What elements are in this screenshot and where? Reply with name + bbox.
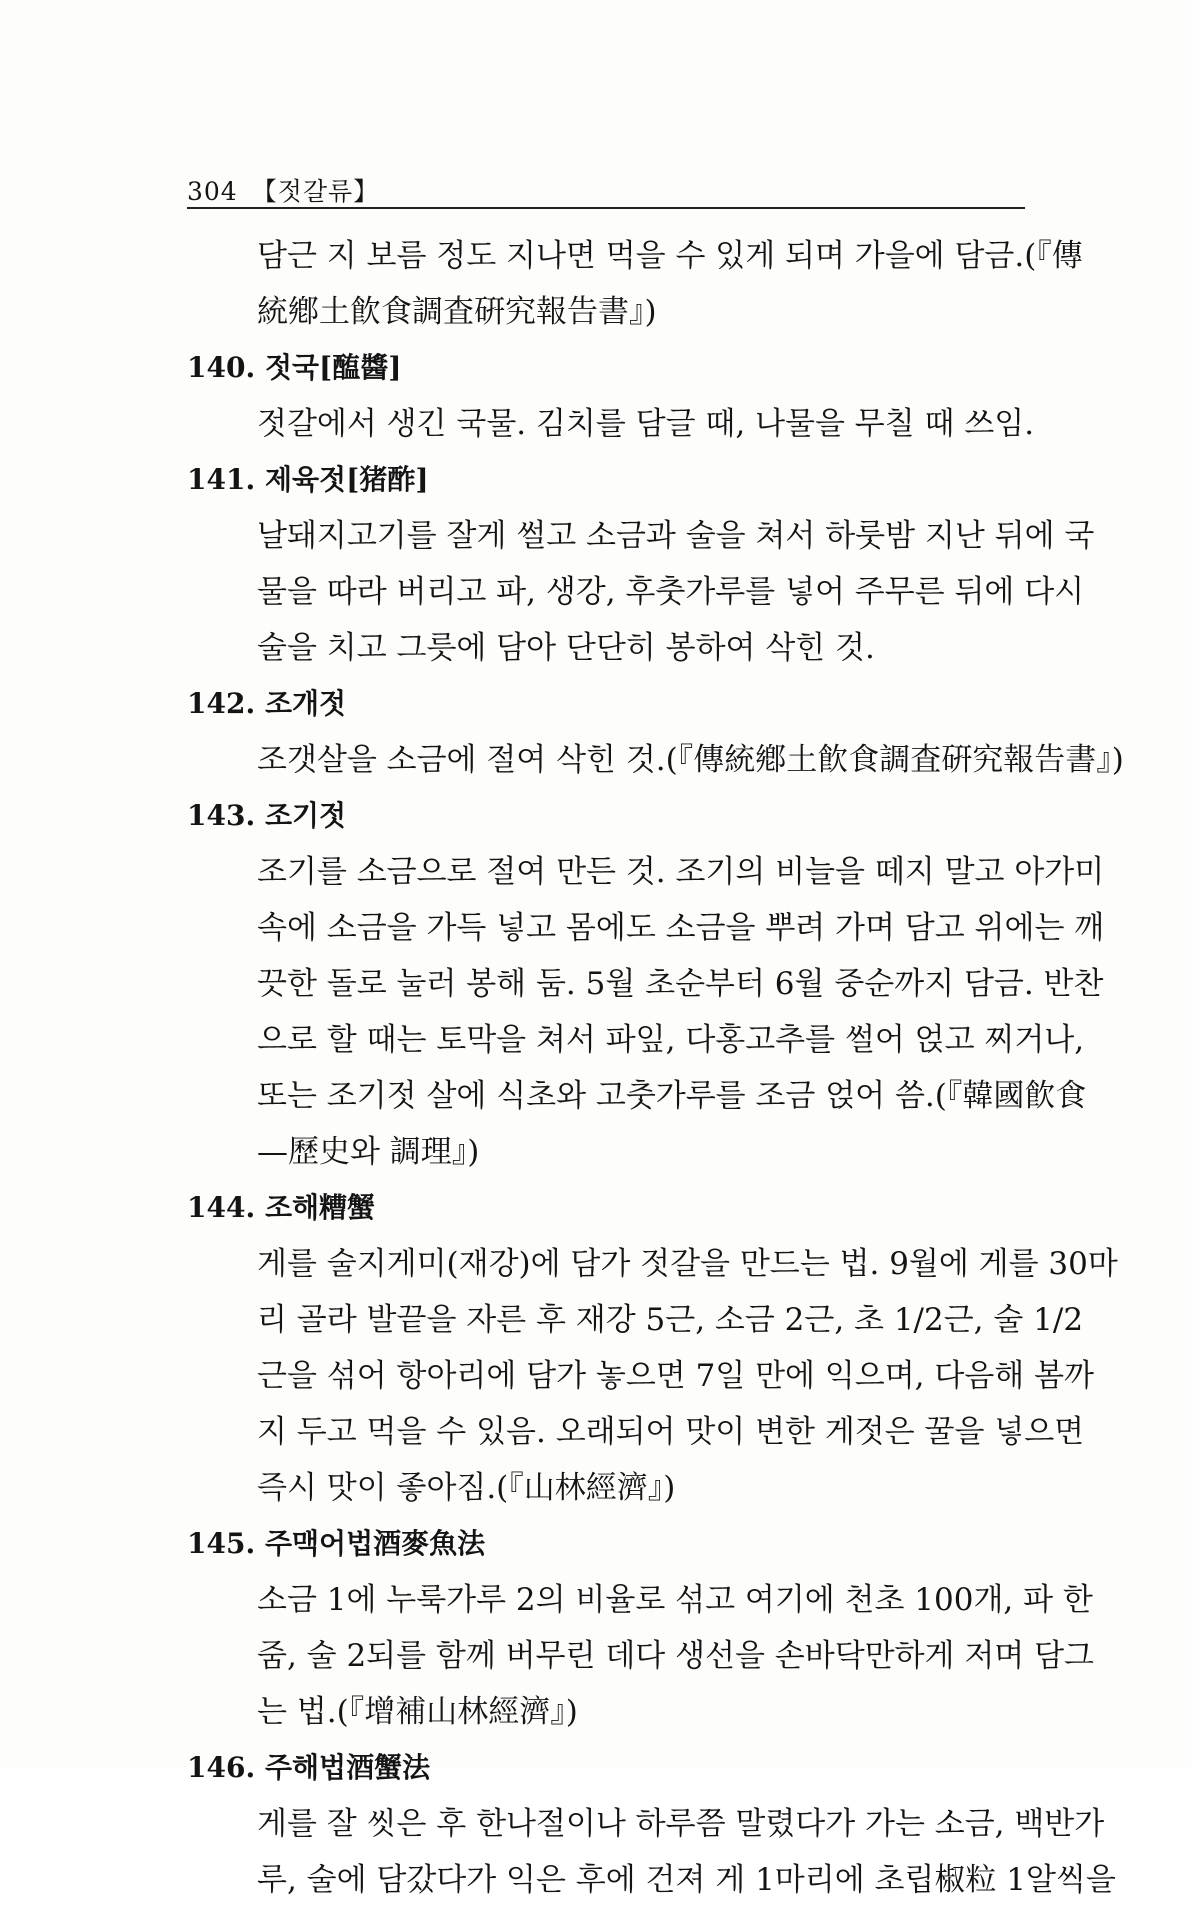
body-text-line: 담근 지 보름 정도 지나면 먹을 수 있게 되며 가을에 담금.(『傳 <box>257 238 1083 274</box>
page-number: 304 <box>187 177 238 206</box>
body-text-line: 루, 술에 담갔다가 익은 후에 건져 게 1마리에 초립椒粒 1알씩을 <box>257 1862 1116 1898</box>
body-text-line: —歷史와 調理』) <box>257 1134 480 1170</box>
body-text-line: 는 법.(『增補山林經濟』) <box>257 1694 578 1730</box>
body-text-line: 또는 조기젓 살에 식초와 고춧가루를 조금 얹어 씀.(『韓國飮食 <box>257 1078 1087 1114</box>
body-text-line: 統鄕土飮食調査硏究報告書』) <box>257 294 657 330</box>
entry-heading: 146. 주해법酒蟹法 <box>187 1751 431 1784</box>
body-text-line: 근을 섞어 항아리에 담가 놓으면 7일 만에 익으며, 다음해 봄까 <box>257 1358 1094 1394</box>
entry-heading: 143. 조기젓 <box>187 799 347 832</box>
body-text-line: 지 두고 먹을 수 있음. 오래되어 맛이 변한 게젓은 꿀을 넣으면 <box>257 1414 1085 1450</box>
body-text-line: 술을 치고 그릇에 담아 단단히 봉하여 삭힌 것. <box>257 630 875 666</box>
header-rule <box>187 207 1025 209</box>
body-text-line: 으로 할 때는 토막을 쳐서 파잎, 다홍고추를 썰어 얹고 찌거나, <box>257 1022 1085 1058</box>
body-text-line: 줌, 술 2되를 함께 버무린 데다 생선을 손바닥만하게 저며 담그 <box>257 1638 1094 1674</box>
body-text-line: 즉시 맛이 좋아짐.(『山林經濟』) <box>257 1470 676 1506</box>
body-text-line: 조기를 소금으로 절여 만든 것. 조기의 비늘을 떼지 말고 아가미 <box>257 854 1105 890</box>
entry-heading: 141. 제육젓[猪酢] <box>187 463 429 496</box>
body-text-line: 끗한 돌로 눌러 봉해 둠. 5월 초순부터 6월 중순까지 담금. 반찬 <box>257 966 1104 1002</box>
section-title: 【젓갈류】 <box>251 177 380 206</box>
body-text-line: 소금 1에 누룩가루 2의 비율로 섞고 여기에 천초 100개, 파 한 <box>257 1582 1093 1618</box>
entry-heading: 140. 젓국[醢醬] <box>187 351 402 384</box>
entry-heading: 142. 조개젓 <box>187 687 347 720</box>
body-text-line: 날돼지고기를 잘게 썰고 소금과 술을 쳐서 하룻밤 지난 뒤에 국 <box>257 518 1095 554</box>
body-text-line: 젓갈에서 생긴 국물. 김치를 담글 때, 나물을 무칠 때 쓰임. <box>257 406 1035 442</box>
entry-heading: 145. 주맥어법酒麥魚法 <box>187 1527 486 1560</box>
body-text-line: 속에 소금을 가득 넣고 몸에도 소금을 뿌려 가며 담고 위에는 깨 <box>257 910 1105 946</box>
body-text-line: 물을 따라 버리고 파, 생강, 후춧가루를 넣어 주무른 뒤에 다시 <box>257 574 1085 610</box>
body-text-line: 조갯살을 소금에 절여 삭힌 것.(『傳統鄕土飮食調査硏究報告書』) <box>257 742 1124 778</box>
page-body <box>187 228 1124 1908</box>
body-text-line: 게를 잘 씻은 후 한나절이나 하루쯤 말렸다가 가는 소금, 백반가 <box>257 1806 1105 1842</box>
page-header <box>187 172 379 208</box>
body-text-line: 게를 술지게미(재강)에 담가 젓갈을 만드는 법. 9월에 게를 30마 <box>257 1246 1118 1282</box>
body-text-line: 리 골라 발끝을 자른 후 재강 5근, 소금 2근, 초 1/2근, 술 1/2 <box>257 1302 1084 1338</box>
entry-heading: 144. 조해糟蟹 <box>187 1191 376 1224</box>
